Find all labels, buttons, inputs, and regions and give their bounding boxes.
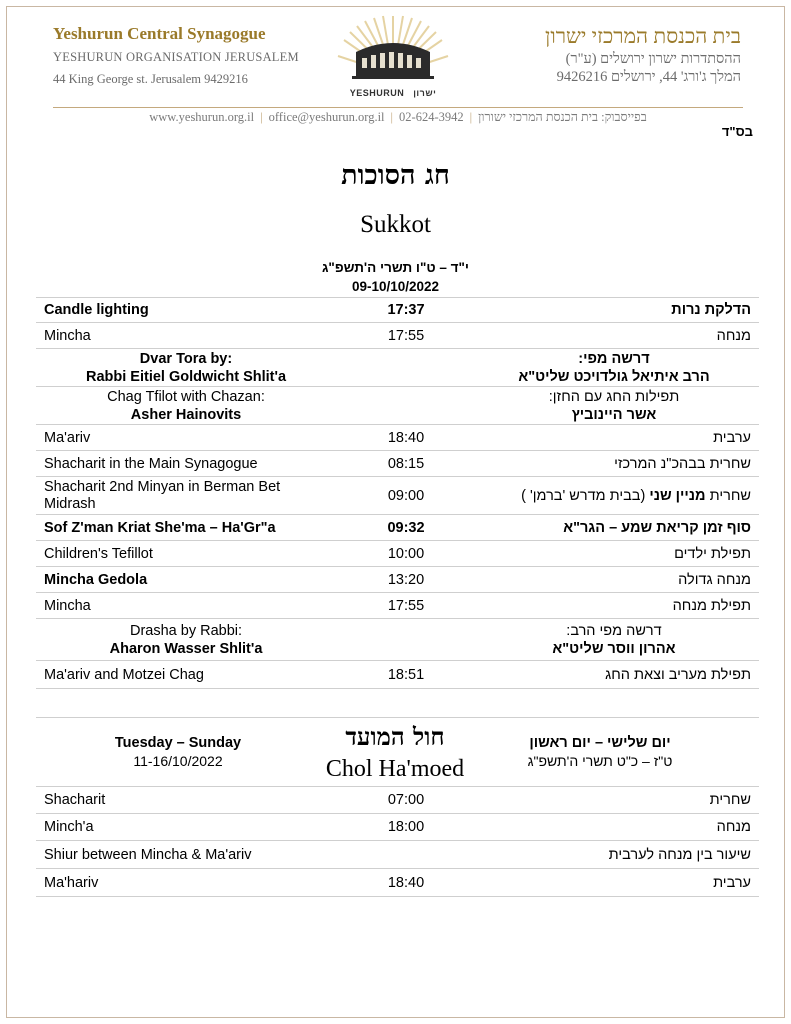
chol-hamoed-days-he: יום שלישי – יום ראשון	[529, 735, 671, 751]
row-label-en: Ma'ariv and Motzei Chag	[44, 666, 204, 683]
speaker-intro-he: דרשה מפי:	[578, 351, 650, 367]
table-row	[36, 515, 759, 541]
speaker-intro-en: Dvar Tora by:	[139, 351, 233, 367]
row-time: 09:32	[387, 519, 425, 536]
row-time: 17:55	[387, 597, 425, 614]
speaker-name-he: הרב איתיאל גולדויכט שליט"א	[518, 369, 710, 385]
logo-emblem-icon	[334, 12, 452, 92]
row-label-he: שחרית	[709, 792, 751, 808]
row-label-he: תפילת ילדים	[674, 545, 751, 562]
row-label-he: מנחה	[716, 327, 751, 344]
chazan-name-en: Asher Hainovits	[130, 407, 242, 423]
logo-caption	[334, 88, 452, 98]
address-en: 44 King George st. Jerusalem 9429216	[53, 72, 248, 86]
row-label-en: Candle lighting	[44, 302, 149, 318]
website-link[interactable]: www.yeshurun.org.il	[149, 110, 255, 124]
row-time: 17:37	[387, 302, 425, 318]
synagogue-name-he: בית הכנסת המרכזי ישרון	[545, 24, 741, 48]
organisation-he: ההסתדרות ישרון ירושלים (ע"ר)	[565, 51, 741, 67]
row-time: 07:00	[387, 792, 425, 808]
logo-text-he: ישרון	[413, 88, 437, 98]
row-label-en: Ma'hariv	[44, 874, 99, 891]
speaker-name-en: Rabbi Eitiel Goldwicht Shlit'a	[85, 369, 287, 385]
drasha-intro-en: Drasha by Rabbi:	[129, 623, 243, 639]
row-label-en: Sof Z'man Kriat She'ma – Ha'Gr"a	[44, 519, 276, 536]
row-label-he: שיעור בין מנחה לערבית	[608, 846, 751, 863]
sukkot-title-he: חג הסוכות	[341, 160, 450, 191]
table-row	[36, 619, 759, 661]
row-time: 08:15	[387, 455, 425, 472]
chol-hamoed-title-en: Chol Ha'moed	[325, 756, 465, 782]
header-english	[53, 24, 343, 87]
table-row	[36, 869, 759, 897]
sukkot-date-he: י"ד – ט"ו תשרי ה'תשפ"ג	[321, 260, 470, 275]
row-label-he	[469, 350, 759, 386]
synagogue-name-en: Yeshurun Central Synagogue	[53, 24, 266, 43]
chol-hamoed-dates-en: 11-16/10/2022	[133, 753, 223, 769]
row-label-he: תפילת מעריב וצאת החג	[605, 666, 751, 683]
row-label-he	[521, 477, 751, 514]
row-label-en: Shacharit in the Main Synagogue	[44, 455, 258, 472]
row-label-he: שחרית בבהכ"נ המרכזי	[614, 455, 751, 472]
table-row	[36, 451, 759, 477]
table-row	[36, 541, 759, 567]
sukkot-date-en: 09-10/10/2022	[351, 279, 440, 294]
chazan-intro-he: תפילות החג עם החזן:	[548, 389, 680, 405]
contact-line: www.yeshurun.org.il | office@yeshurun.org.il | 02-624-3942 | בפייסבוק: בית הכנסת המרכזי ישורון	[149, 110, 647, 124]
row-label-en	[36, 388, 336, 424]
row-label-he: מנחה	[716, 819, 751, 835]
logo-text-en: YESHURUN	[349, 88, 405, 98]
row-label-he-suffix: (בבית מדרש 'ברמן' )	[521, 487, 646, 504]
bsd-mark: בס"ד	[721, 124, 753, 139]
row-label-he: תפילת מנחה	[672, 597, 751, 614]
row-time: 18:40	[387, 429, 425, 446]
table-row	[36, 593, 759, 619]
row-time: 17:55	[387, 327, 425, 344]
phone-number: 02-624-3942	[399, 110, 464, 124]
row-time: 18:51	[387, 666, 425, 683]
row-label-en: Ma'ariv	[44, 429, 91, 446]
row-label-he	[469, 622, 759, 658]
row-label-he-prefix: שחרית	[709, 487, 751, 504]
row-time: 09:00	[387, 487, 425, 504]
row-label-en: Mincha	[44, 597, 91, 614]
table-row	[36, 349, 759, 387]
table-row	[36, 477, 759, 515]
table-row	[36, 323, 759, 349]
chazan-intro-en: Chag Tfilot with Chazan:	[107, 389, 265, 405]
row-time: 10:00	[387, 545, 425, 562]
yeshurun-logo	[334, 12, 452, 102]
drasha-rabbi-en: Aharon Wasser Shlit'a	[109, 641, 263, 657]
chol-hamoed-days-en: Tuesday – Sunday	[114, 735, 242, 751]
row-time: 18:00	[387, 819, 425, 835]
email-link[interactable]: office@yeshurun.org.il	[268, 110, 385, 124]
row-time	[351, 841, 461, 868]
drasha-rabbi-he: אהרון ווסר שליט"א	[552, 641, 676, 657]
header-divider	[53, 107, 743, 108]
address-he: המלך ג'ורג' 44, ירושלים 9426216	[556, 69, 741, 85]
row-label-en: Shacharit 2nd Minyan in Berman Bet Midrash	[44, 479, 281, 512]
header-hebrew	[461, 24, 741, 86]
drasha-intro-he: דרשה מפי הרב:	[566, 623, 662, 639]
row-label-en: Mincha Gedola	[44, 571, 148, 588]
row-label-he-bold: מניין שני	[649, 487, 706, 504]
table-row	[36, 841, 759, 869]
chazan-name-he: אשר היינוביץ	[571, 407, 657, 423]
table-row	[36, 787, 759, 814]
sukkot-schedule-table	[36, 297, 759, 689]
row-label-he: מנחה גדולה	[678, 571, 751, 588]
facebook-text: בפייסבוק: בית הכנסת המרכזי ישורון	[478, 110, 647, 124]
chol-hamoed-divider	[36, 717, 759, 718]
row-label-en	[36, 622, 336, 658]
row-label-en: Minch'a	[44, 819, 94, 835]
row-label-he: ערבית	[713, 429, 751, 446]
row-time: 18:40	[387, 874, 425, 891]
table-row	[36, 814, 759, 841]
chol-hamoed-schedule-table	[36, 786, 759, 897]
row-label-en	[36, 350, 336, 386]
table-row	[36, 298, 759, 323]
row-label-en: Mincha	[44, 327, 91, 344]
row-label-he: ערבית	[713, 874, 751, 891]
table-row	[36, 425, 759, 451]
row-label-he: סוף זמן קריאת שמע – הגר"א	[563, 519, 751, 536]
row-label-en: Shiur between Mincha & Ma'ariv	[44, 846, 252, 863]
row-label-en: Shacharit	[44, 792, 106, 808]
row-label-he	[469, 388, 759, 424]
table-row	[36, 567, 759, 593]
chol-hamoed-title-he: חול המועד	[345, 722, 445, 751]
chol-hamoed-dates-he: ט"ז – כ"ט תשרי ה'תשפ"ג	[527, 753, 673, 769]
sukkot-title-en: Sukkot	[360, 211, 431, 238]
table-row	[36, 661, 759, 689]
organisation-en: YESHURUN ORGANISATION JERUSALEM	[53, 50, 299, 64]
row-time: 13:20	[387, 571, 425, 588]
row-label-en: Children's Tefillot	[44, 545, 153, 562]
row-label-he: הדלקת נרות	[671, 302, 751, 318]
table-row	[36, 387, 759, 425]
